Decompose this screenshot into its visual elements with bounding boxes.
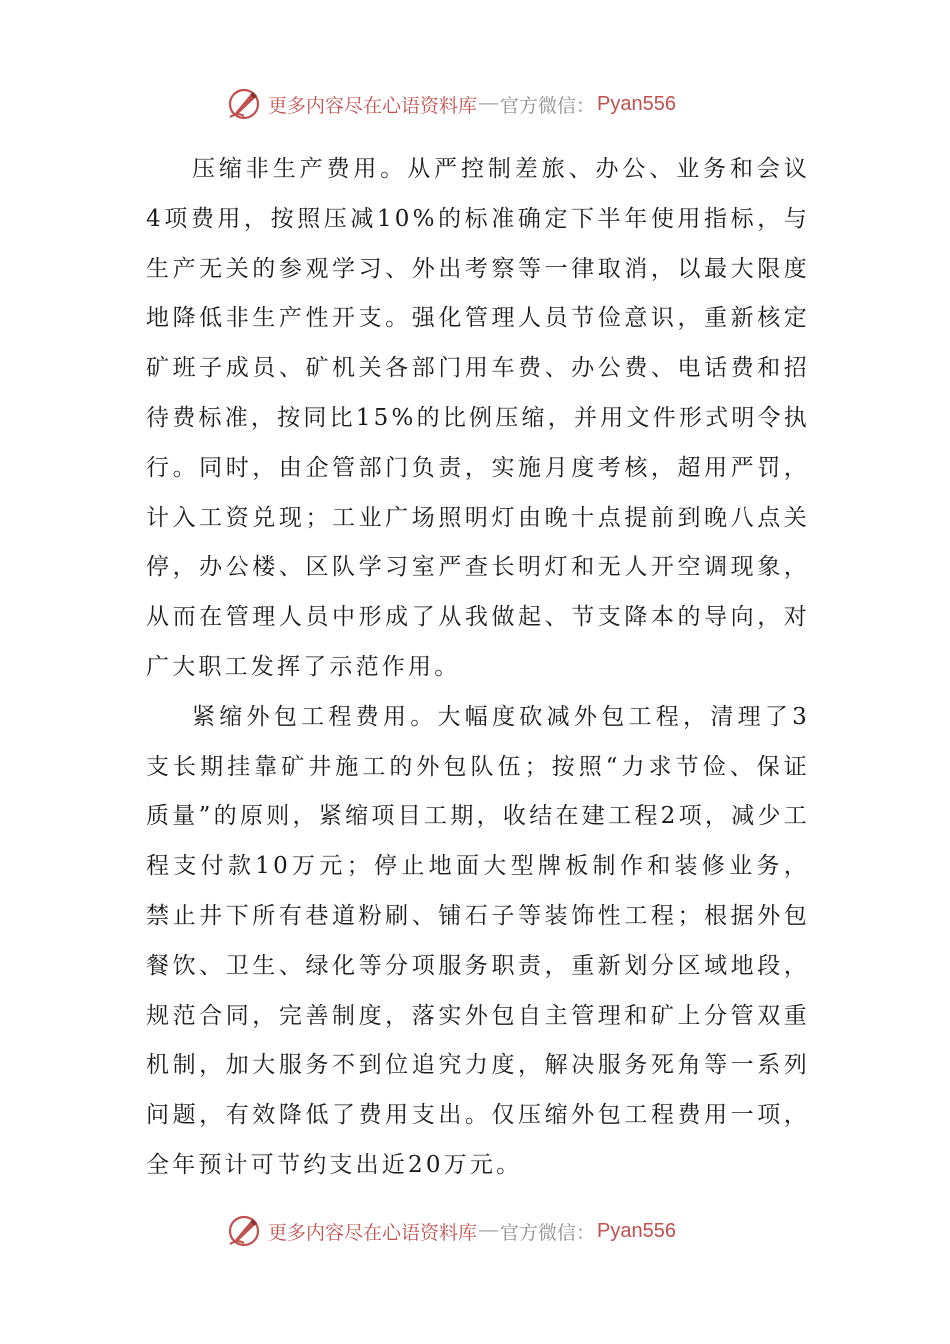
banner-wechat-id: Pyan556 bbox=[597, 1219, 676, 1242]
banner-separator: — bbox=[479, 1220, 499, 1241]
document-body bbox=[146, 145, 810, 1191]
pen-nib-logo-icon bbox=[226, 1213, 262, 1249]
banner-label: 官方微信： bbox=[500, 1221, 596, 1244]
header-banner bbox=[226, 84, 746, 124]
banner-separator: — bbox=[479, 93, 499, 114]
banner-label: 官方微信： bbox=[500, 94, 596, 117]
banner-text: 更多内容尽在心语资料库 bbox=[268, 1221, 478, 1244]
footer-banner bbox=[226, 1211, 746, 1251]
paragraph: 压缩非生产费用。从严控制差旅、办公、业务和会议4项费用，按照压减10%的标准确定下半年使用指标，与生产无关的参观学习、外出考察等一律取消，以最大限度地降低非生产性开支。强化管理人员节俭意识，重新核定矿班子成员、矿机关各部门用车费、办公费、电话费和招待费标准，按同比15%的比例压缩，并用文件形式明令执行。同时，由企管部门负责，实施月度考核，超用严罚，计入工资兑现；工业广场照明灯由晚十点提前到晚八点关停，办公楼、区队学习室严查长明灯和无人开空调现象，从而在管理人员中形成了从我做起、节支降本的导向，对广大职工发挥了示范作用。 bbox=[146, 156, 810, 680]
pen-nib-logo-icon bbox=[226, 86, 262, 122]
paragraph: 紧缩外包工程费用。大幅度砍减外包工程，清理了3支长期挂靠矿井施工的外包队伍；按照“力求节俭、保证质量”的原则，紧缩项目工期，收结在建工程2项，减少工程支付款10万元；停止地面大型牌板制作和装修业务，禁止井下所有巷道粉刷、铺石子等装饰性工程；根据外包餐饮、卫生、绿化等分项服务职责，重新划分区域地段，规范合同，完善制度，落实外包自主管理和矿上分管双重机制，加大服务不到位追究力度，解决服务死角等一系列问题，有效降低了费用支出。仅压缩外包工程费用一项，全年预计可节约支出近20万元。 bbox=[146, 703, 810, 1178]
banner-text: 更多内容尽在心语资料库 bbox=[268, 94, 478, 117]
banner-wechat-id: Pyan556 bbox=[597, 92, 676, 115]
